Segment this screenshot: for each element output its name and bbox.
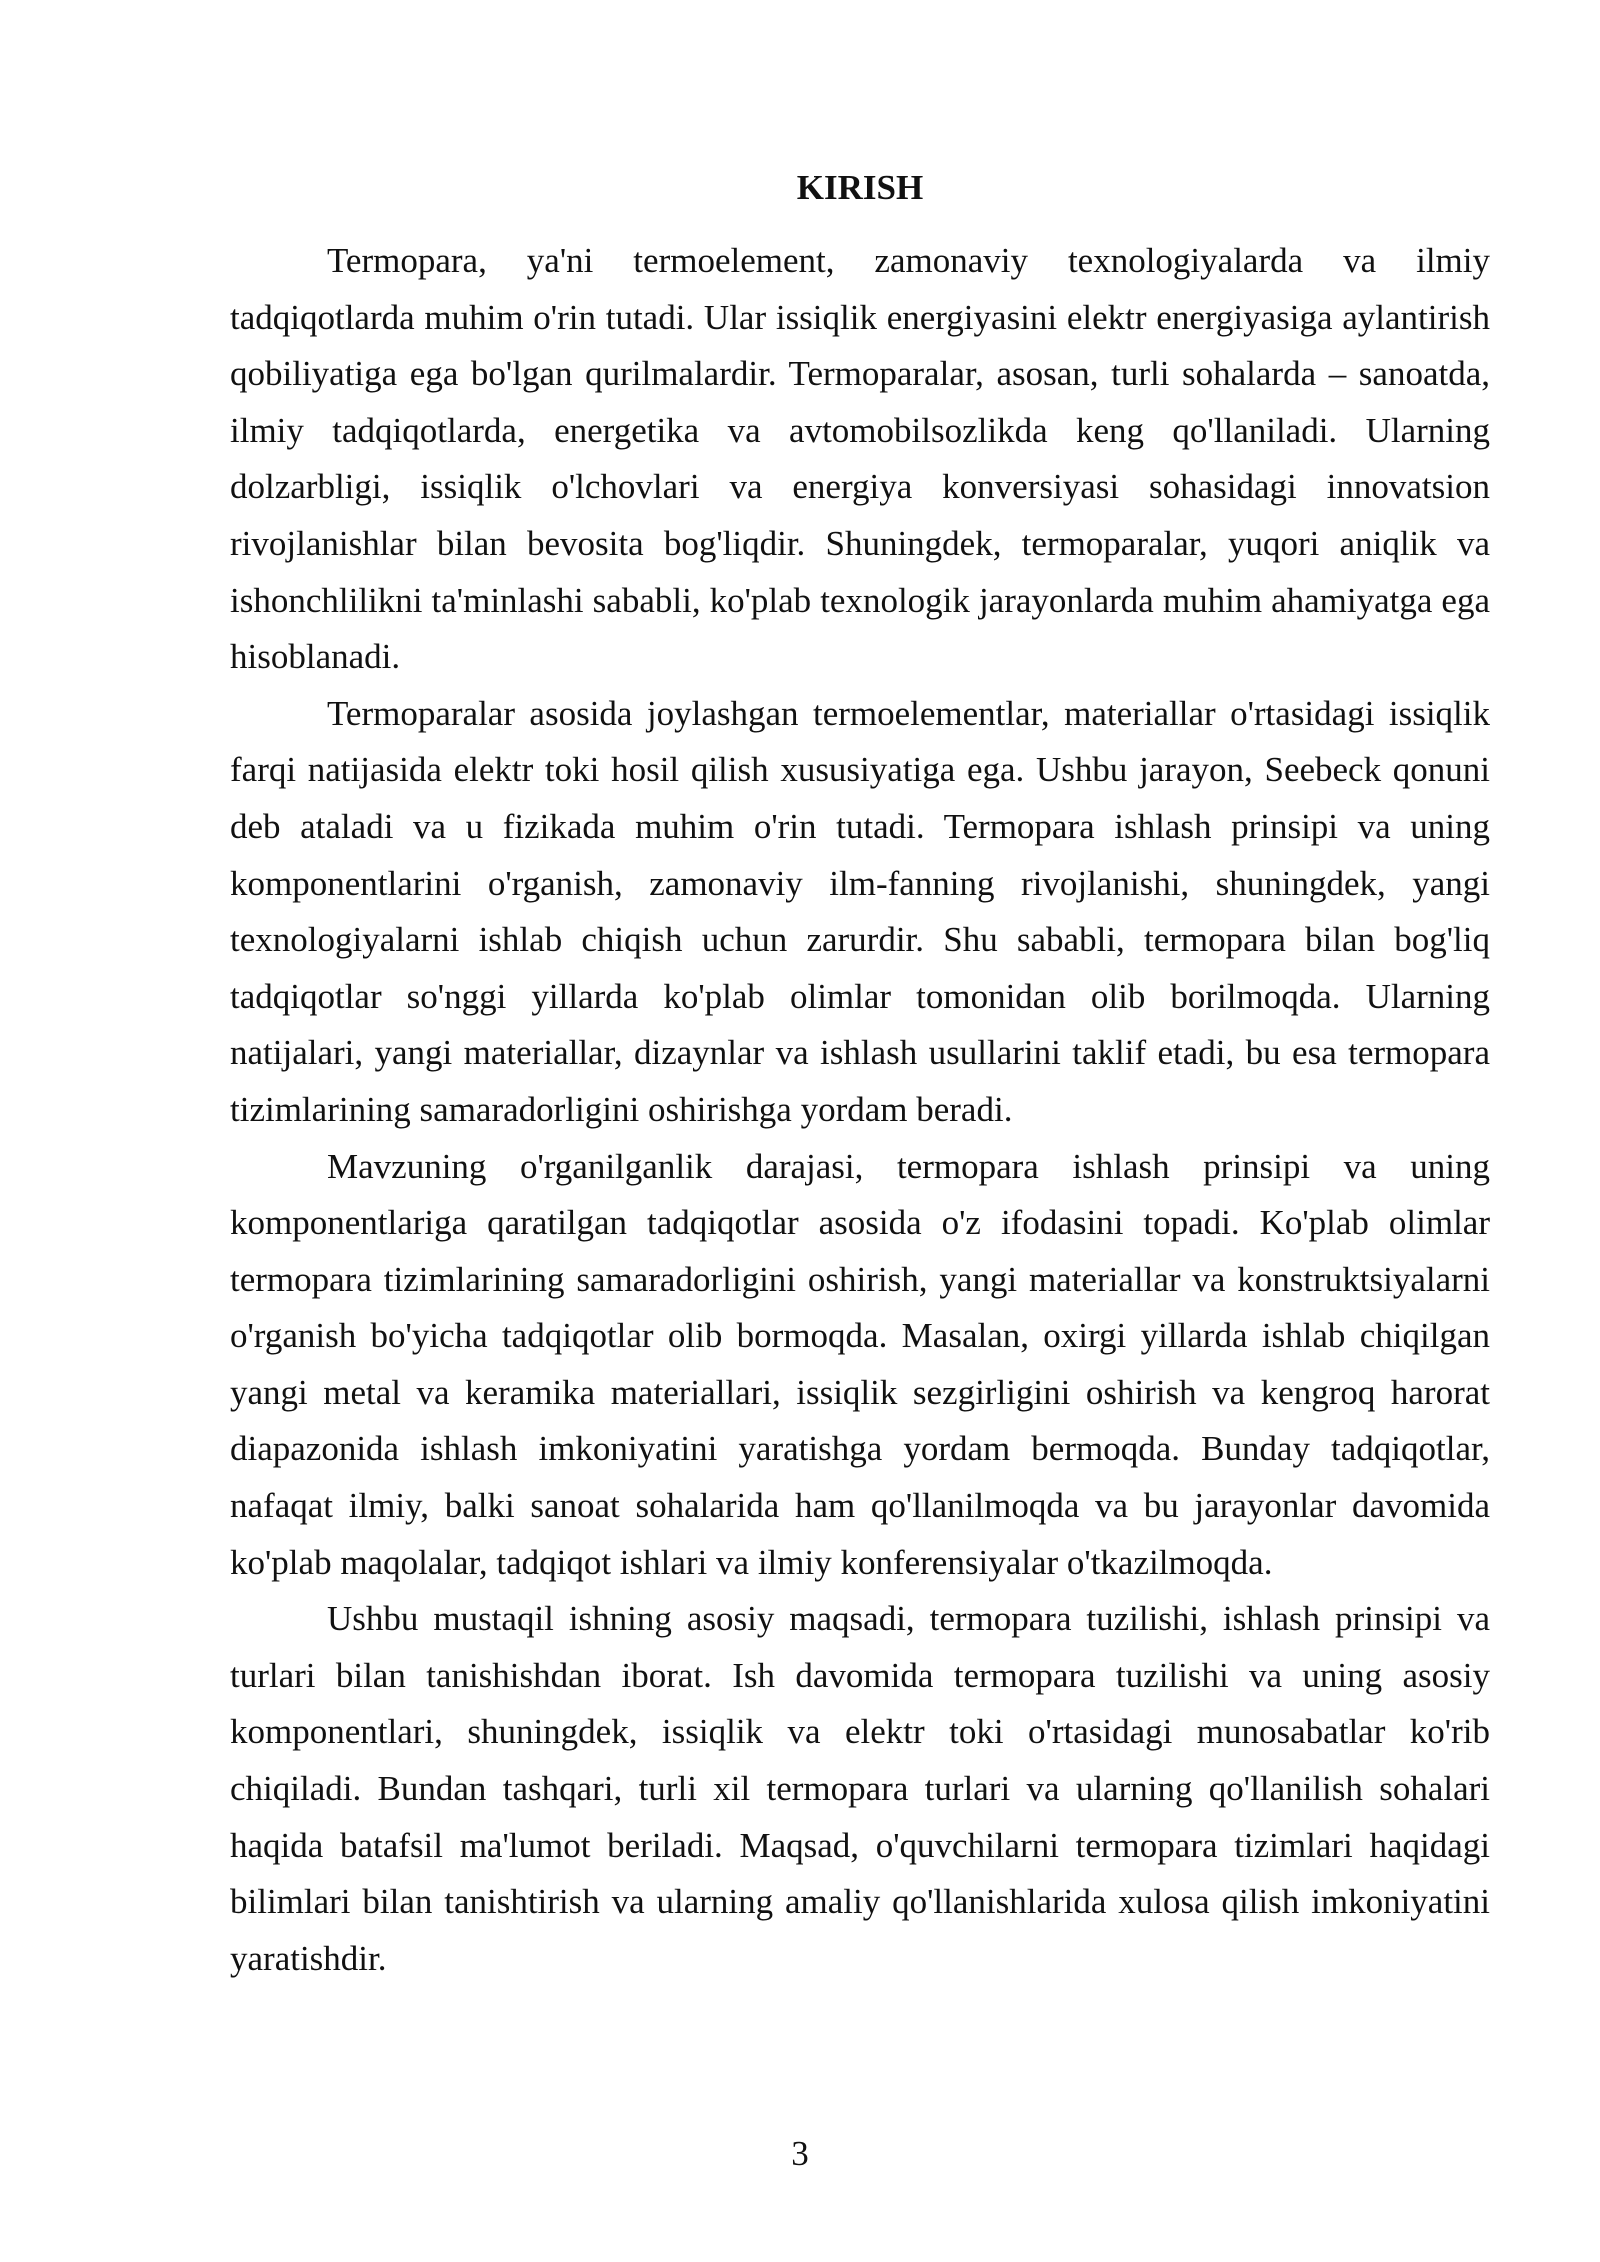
page-number: 3 (791, 2134, 809, 2173)
page-body (230, 160, 1490, 1987)
paragraph-1: Termopara, ya'ni termoelement, zamonaviy texnologiyalarda va ilmiy tadqiqotlarda muhim o'rin tutadi. Ular issiqlik energiyasini elektr energiyasiga aylantirish qobiliyatiga ega bo'lgan qurilmalardir. Termoparalar, asosan, turli sohalarda – sanoatda, ilmiy tadqiqotlarda, energetika va avtomobilsozlikda keng qo'llaniladi. Ularning dolzarbligi, issiqlik o'lchovlari va energiya konversiyasi sohasidagi innovatsion rivojlanishlar bilan bevosita bog'liqdir. Shuningdek, termoparalar, yuqori aniqlik va ishonchlilikni ta'minlashi sababli, ko'plab texnologik jarayonlarda muhim ahamiyatga ega hisoblanadi. (230, 241, 1490, 677)
paragraph-4: Ushbu mustaqil ishning asosiy maqsadi, termopara tuzilishi, ishlash prinsipi va turlari bilan tanishishdan iborat. Ish davomida termopara tuzilishi va uning asosiy komponentlari, shuningdek, issiqlik va elektr toki o'rtasidagi munosabatlar ko'rib chiqiladi. Bundan tashqari, turli xil termopara turlari va ularning qo'llanilish sohalari haqida batafsil ma'lumot beriladi. Maqsad, o'quvchilarni termopara tizimlari haqidagi bilimlari bilan tanishtirish va ularning amaliy qo'llanishlarida xulosa qilish imkoniyatini yaratishdir. (230, 1599, 1490, 1978)
paragraph-3: Mavzuning o'rganilganlik darajasi, termopara ishlash prinsipi va uning komponentlariga qaratilgan tadqiqotlar asosida o'z ifodasini topadi. Ko'plab olimlar termopara tizimlarining samaradorligini oshirish, yangi materiallar va konstruktsiyalarni o'rganish bo'yicha tadqiqotlar olib bormoqda. Masalan, oxirgi yillarda ishlab chiqilgan yangi metal va keramika materiallari, issiqlik sezgirligini oshirish va kengroq harorat diapazonida ishlash imkoniyatini yaratishga yordam bermoqda. Bunday tadqiqotlar, nafaqat ilmiy, balki sanoat sohalarida ham qo'llanilmoqda va bu jarayonlar davomida ko'plab maqolalar, tadqiqot ishlari va ilmiy konferensiyalar o'tkazilmoqda. (230, 1146, 1490, 1582)
section-title: KIRISH (796, 168, 924, 207)
paragraph-2: Termoparalar asosida joylashgan termoelementlar, materiallar o'rtasidagi issiqlik farqi natijasida elektr toki hosil qilish xususiyatiga ega. Ushbu jarayon, Seebeck qonuni deb ataladi va u fizikada muhim o'rin tutadi. Termopara ishlash prinsipi va uning komponentlarini o'rganish, zamonaviy ilm-fanning rivojlanishi, shuningdek, yangi texnologiyalarni ishlab chiqish uchun zarurdir. Shu sababli, termopara bilan bog'liq tadqiqotlar so'nggi yillarda ko'plab olimlar tomonidan olib borilmoqda. Ularning natijalari, yangi materiallar, dizaynlar va ishlash usullarini taklif etadi, bu esa termopara tizimlarining samaradorligini oshirishga yordam beradi. (230, 693, 1490, 1129)
